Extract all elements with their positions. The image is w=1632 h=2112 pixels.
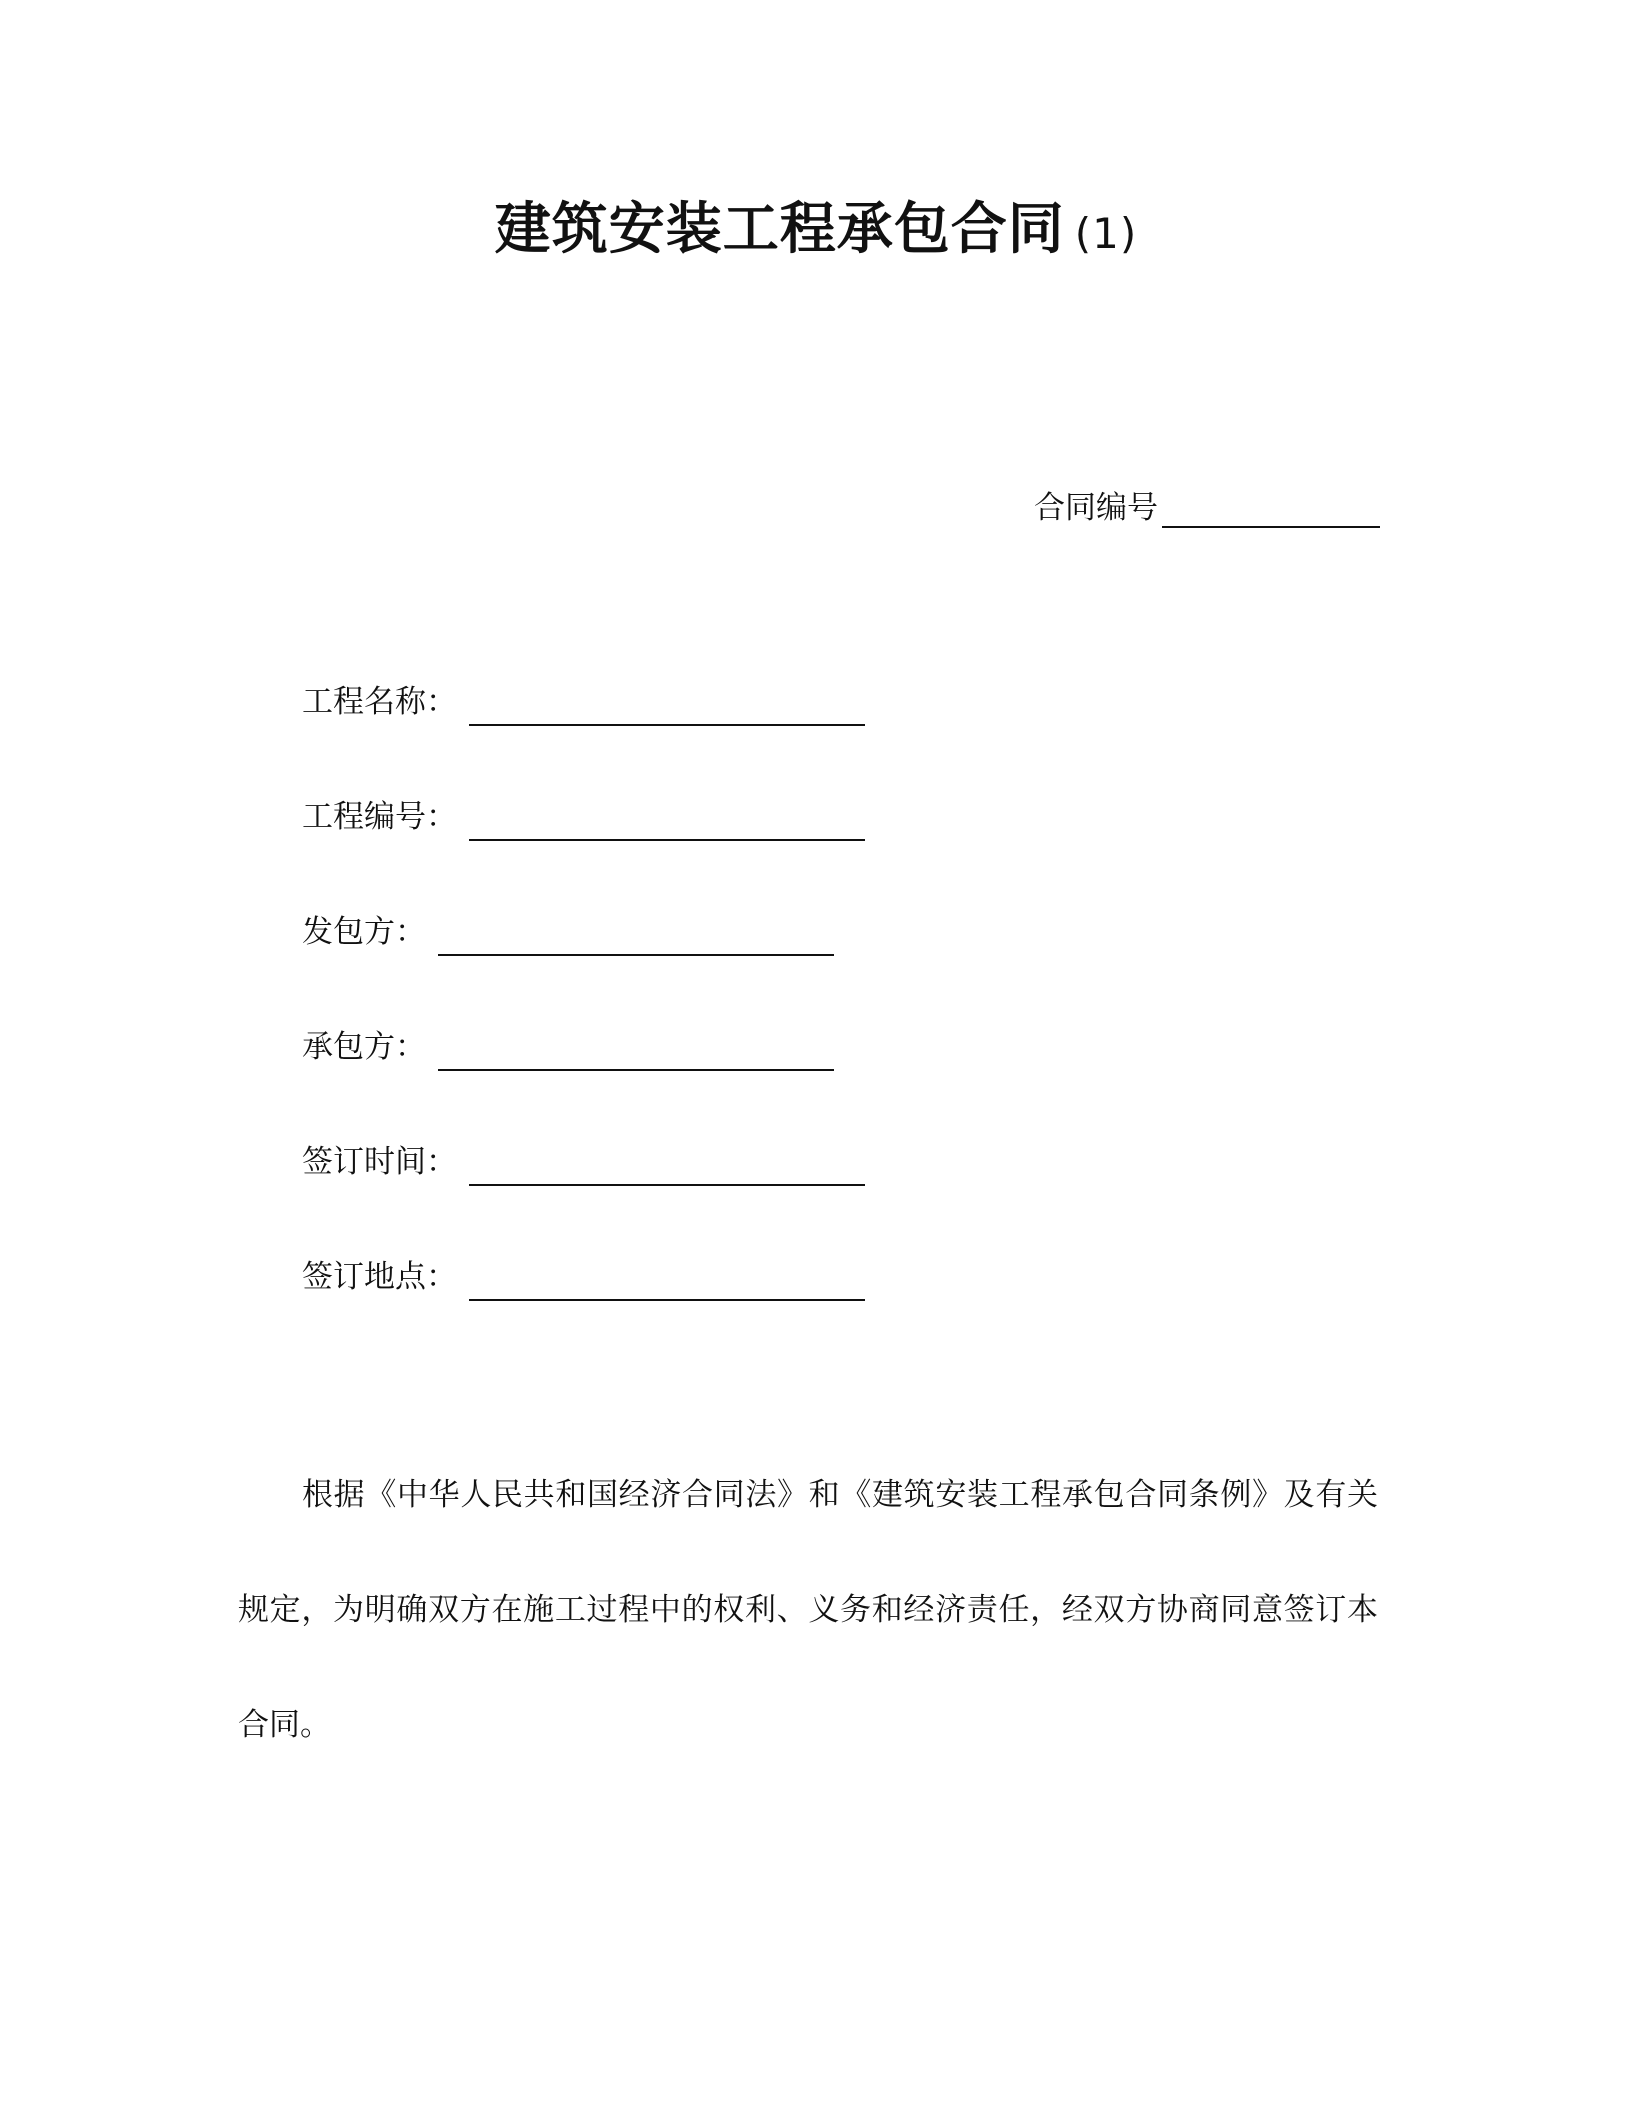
- field-label: 签订地点：: [302, 1259, 457, 1295]
- title-text: 建筑安装工程承包合同: [494, 197, 1065, 262]
- field-label: 工程编号：: [302, 799, 457, 835]
- field-blank: [438, 906, 834, 956]
- field-blank: [469, 676, 865, 726]
- field-signing-place: [302, 1251, 865, 1366]
- intro-paragraph: 根据《中华人民共和国经济合同法》和《建筑安装工程承包合同条例》及有关规定，为明确双方在施工过程中的权利、义务和经济责任，经双方协商同意签订本合同。: [238, 1477, 1378, 1743]
- field-employer: [302, 906, 865, 1021]
- field-signing-date: [302, 1136, 865, 1251]
- field-label: 签订时间：: [302, 1144, 457, 1180]
- field-contractor: [302, 1021, 865, 1136]
- field-blank: [469, 791, 865, 841]
- contract-number-blank: [1162, 488, 1380, 528]
- field-project-number: [302, 791, 865, 906]
- contract-number-row: [1034, 488, 1380, 528]
- field-label: 工程名称：: [302, 684, 457, 720]
- field-blank: [438, 1021, 834, 1071]
- contract-fields: [302, 676, 865, 1366]
- field-blank: [469, 1136, 865, 1186]
- field-project-name: [302, 676, 865, 791]
- field-blank: [469, 1251, 865, 1301]
- field-label: 承包方：: [302, 1029, 426, 1065]
- contract-number-label: 合同编号: [1034, 490, 1158, 526]
- title-suffix: (1): [1074, 209, 1138, 258]
- field-label: 发包方：: [302, 914, 426, 950]
- document-title: [0, 196, 1632, 263]
